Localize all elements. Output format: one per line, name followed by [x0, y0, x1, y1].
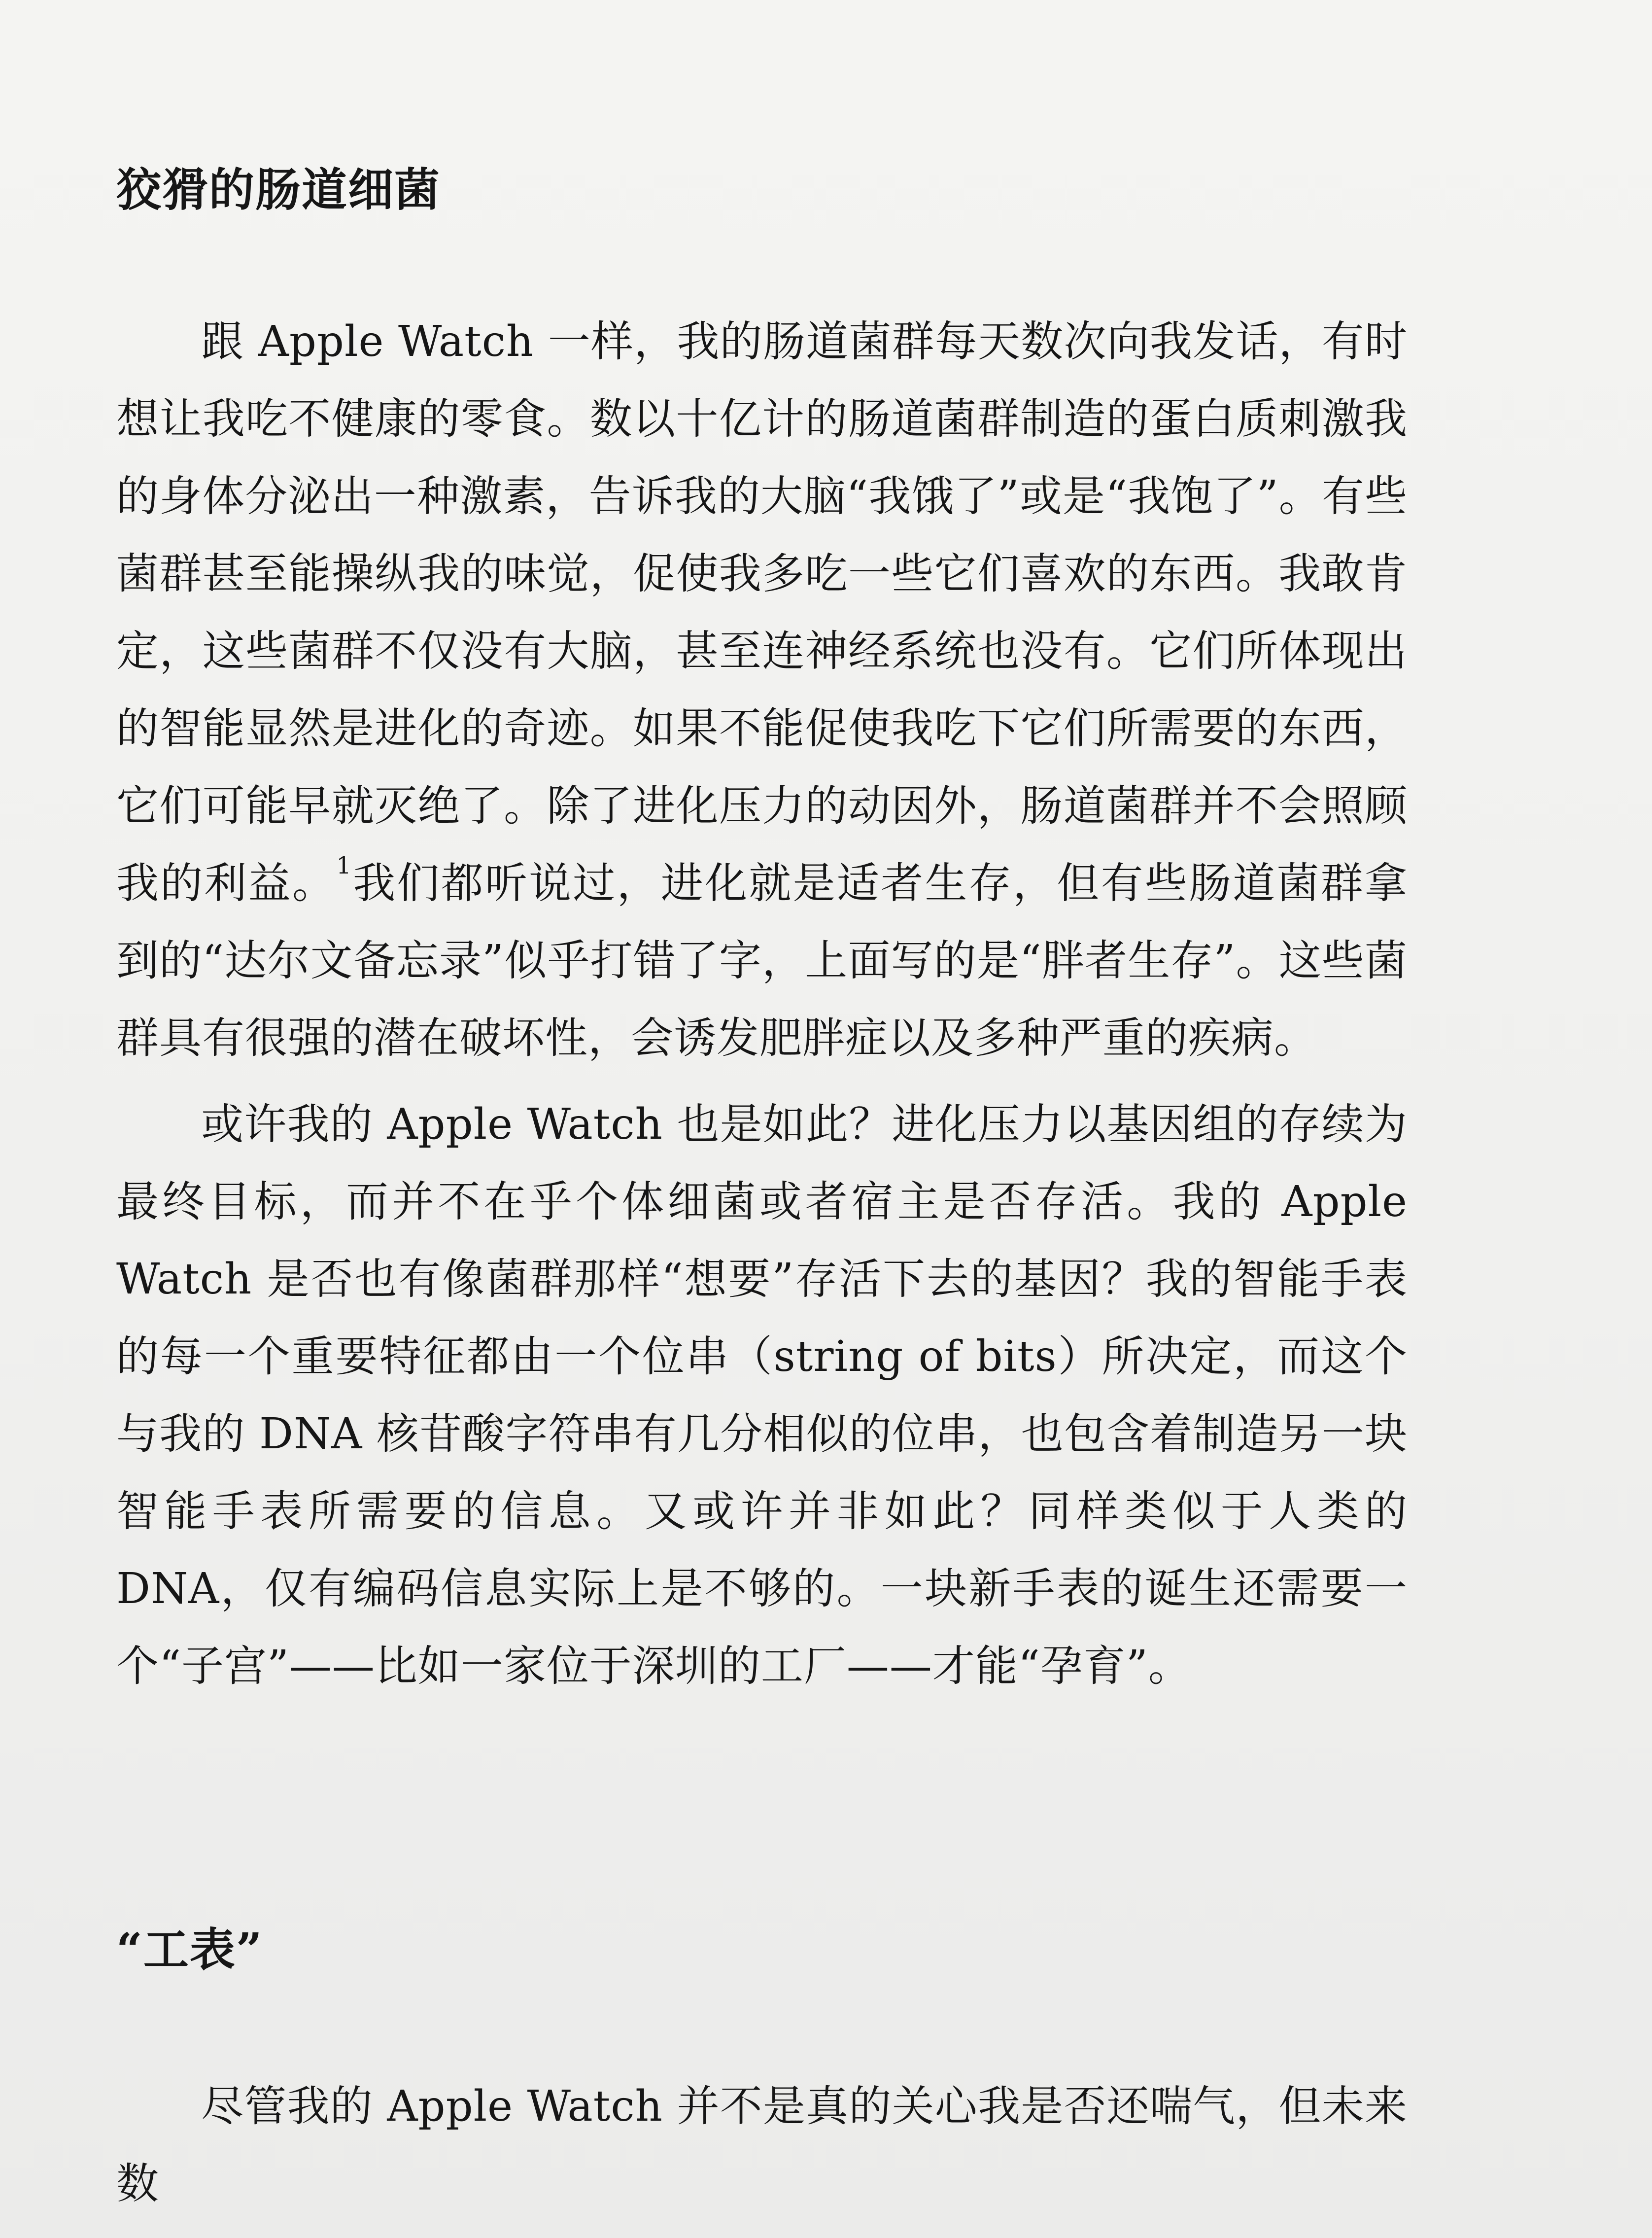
paragraph-1-text-a: 跟 Apple Watch 一样，我的肠道菌群每天数次向我发话，有时想让我吃不健康的零食。数以十亿计的肠道菌群制造的蛋白质刺激我的身体分泌出一种激素，告诉我的大脑“我饿了”或是“我饱了”。有些菌群甚至能操纵我的味觉，促使我多吃一些它们喜欢的东西。我敢肯定，这些菌群不仅没有大脑，甚至连神经系统也没有。它们所体现出的智能显然是进化的奇迹。如果不能促使我吃下它们所需要的东西，它们可能早就灭绝了。除了进化压力的动因外，肠道菌群并不会照顾我的利益。: [116, 317, 1408, 908]
paragraph-1: [116, 303, 1408, 1077]
footnote-marker: 1: [336, 852, 352, 879]
section-heading: 狡猾的肠道细菌: [116, 163, 441, 216]
section-gut-bacteria-body: [116, 303, 1408, 1705]
paragraph-1-text-b: 我们都听说过，进化就是适者生存，但有些肠道菌群拿到的“达尔文备忘录”似乎打错了字，上面写的是“胖者生存”。这些菌群具有很强的潜在破坏性，会诱发肥胖症以及多种严重的疾病。: [116, 859, 1408, 1063]
section-factory-watch-body: [116, 2068, 1408, 2223]
paragraph-2: 或许我的 Apple Watch 也是如此？进化压力以基因组的存续为最终目标，而并不在乎个体细菌或者宿主是否存活。我的 Apple Watch 是否也有像菌群那样“想要”存活下去的基因？我的智能手表的每一个重要特征都由一个位串（string of bits）所决定，而这个与我的 DNA 核苷酸字符串有几分相似的位串，也包含着制造另一块智能手表所需要的信息。又或许并非如此？同样类似于人类的 DNA，仅有编码信息实际上是不够的。一块新手表的诞生还需要一个“子宫”——比如一家位于深圳的工厂——才能“孕育”。: [116, 1100, 1408, 1691]
paragraph-3: 尽管我的 Apple Watch 并不是真的关心我是否还喘气，但未来数: [116, 2082, 1408, 2208]
section-factory-watch: [116, 1923, 1408, 1977]
section-heading-2: “工表”: [116, 1923, 263, 1976]
section-gut-bacteria: [116, 163, 1408, 217]
